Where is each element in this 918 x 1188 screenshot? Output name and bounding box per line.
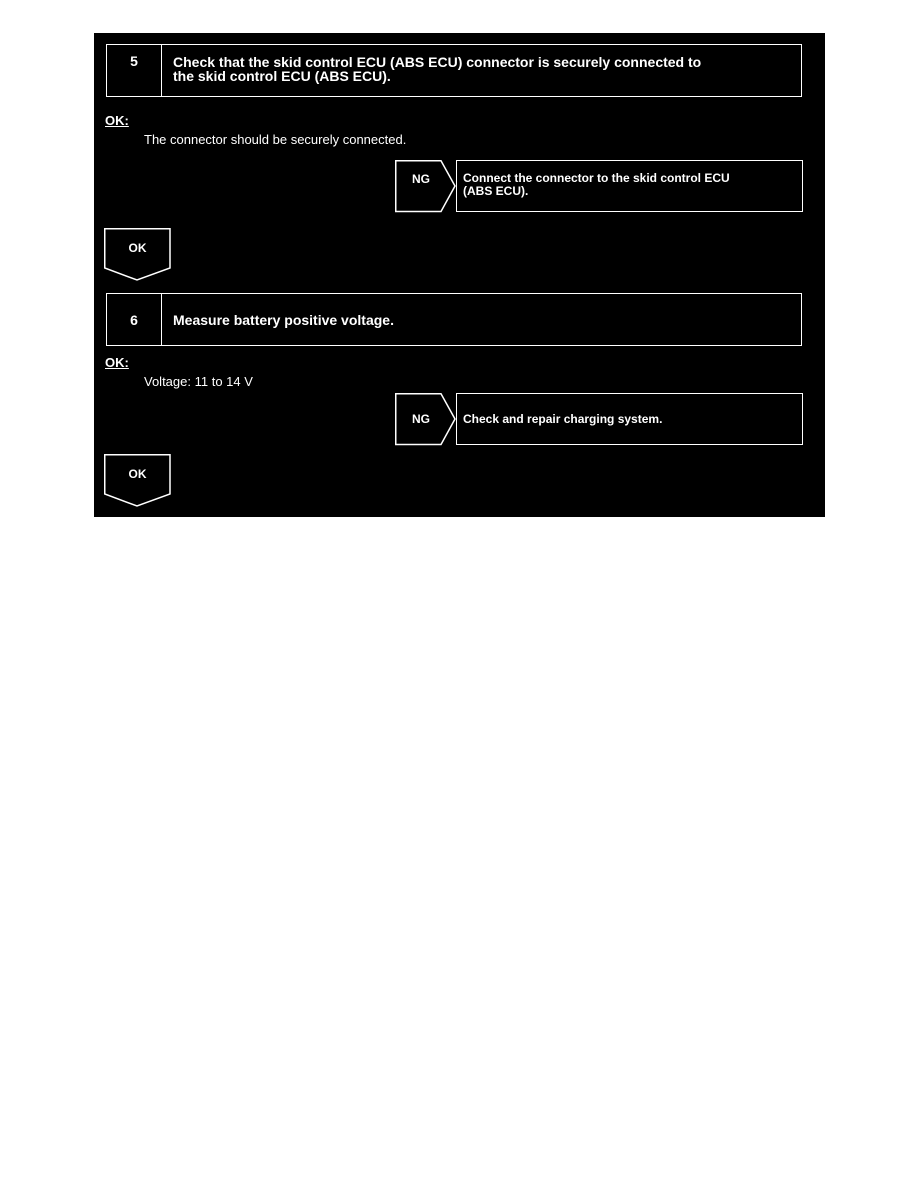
- step-5-ng-action-line1: Connect the connector to the skid control ECU: [463, 171, 730, 185]
- step-5-ng-action-box: [456, 160, 803, 212]
- step-5-box: [106, 44, 802, 97]
- step-5-ng-label: NG: [412, 172, 430, 186]
- step-6-ok-label: OK:: [105, 355, 129, 370]
- step-6-title: Measure battery positive voltage.: [173, 312, 394, 328]
- step-6-ok-arrow-icon: [104, 454, 172, 509]
- step-6-ok-arrow-label: OK: [128, 467, 147, 481]
- step-6-ok-criteria: Voltage: 11 to 14 V: [144, 374, 253, 389]
- step-5-ok-label: OK:: [105, 113, 129, 128]
- step-6-number: 6: [107, 294, 162, 345]
- step-5-ng-action-line2: (ABS ECU).: [463, 184, 529, 198]
- step-5-ok-arrow-icon: [104, 228, 172, 283]
- step-6-box: [106, 293, 802, 346]
- step-6-ng-label: NG: [412, 412, 430, 426]
- step-6-ng-action-line1: Check and repair charging system.: [463, 412, 663, 426]
- diagnostic-flowchart-panel: [94, 33, 825, 517]
- step-5-ok-arrow-label: OK: [128, 241, 147, 255]
- step-5-ng-arrow-icon: [395, 160, 461, 214]
- step-5-ok-criteria: The connector should be securely connected.: [144, 132, 407, 147]
- step-5-number: 5: [107, 45, 162, 96]
- step-5-title: Check that the skid control ECU (ABS ECU) connector is securely connected to the skid control ECU (ABS ECU).: [173, 54, 702, 84]
- step-6-ng-action-box: [456, 393, 803, 445]
